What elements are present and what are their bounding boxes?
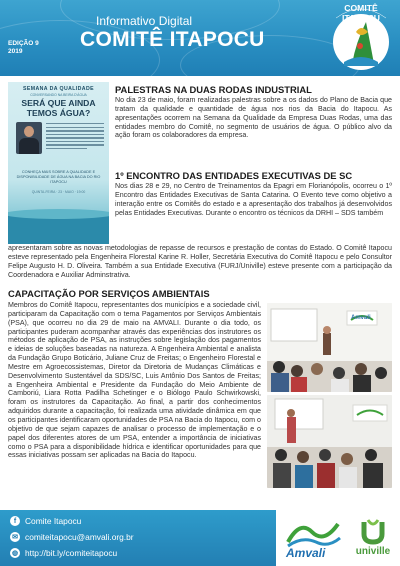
facebook-icon: f (10, 516, 20, 526)
section-title-palestras: PALESTRAS NA DUAS RODAS INDUSTRIAL (115, 84, 312, 95)
newsletter-subtitle: Informativo Digital (96, 14, 193, 28)
section-text-capacitacao: Membros do Comitê Itapocu, representantes dos municípios e a sociedade civil, participaram da Capacitação com o tema Pagamentos por Serviços Ambientais (PSA), que ocorreu no dia 29 de maio na AMVALI. Durante o dia todo, os participantes puderam acompanhar através das experiências dos instrutores os métodos de aplicação de PSA, as instruções sobre legislação dos pagamentos e ideias de soluções baseadas na natureza. A Engenheira Ambiental e analista da Fundação Grupo Boticário, Juliane Cruz de Freitas; o Engenheiro Florestal e Mestre em Agroecossistemas, Diretor da Diretoria de Mudanças Climáticas e Desenvolvimento Sustentável da SDS/SC, Luis Antônio Dos Santos de Freitas; a Engenheira Ambiental e Presidente da Fundação do Meio Ambiente de Camboriú, Liara Rotta Padilha Schetinger e o Biólogo Paulo Schwirkowski, foram os instrutores da Capacitação. Ao final, a partir dos conhecimentos adquiridos durante a capacitação, foi realizada uma atividade dinâmica em que os participantes identificaram oportunidades de PSA na Bacia do Itapocu, com o objetivo de que sejam capazes de analisar o processo de implementação e o papel dos diferentes atores de um PSA, entender a importância de iniciativas como o PSA para a disponibilidade hídrica e identificar oportunidades para que essas iniciativas possam ser aplicadas na Bacia do Itapocu. (8, 301, 261, 460)
header-banner (0, 0, 400, 76)
speaker-bio-lines (46, 123, 104, 152)
poster-wave-band (8, 214, 109, 244)
capacitacao-photo-2 (267, 395, 392, 488)
speaker-photo (16, 122, 42, 154)
email-link[interactable]: ✉ comiteitapocu@amvali.org.br (10, 532, 134, 542)
globe-icon: ◍ (11, 550, 19, 557)
edition-badge: EDIÇÃO 9 2019 (8, 40, 39, 55)
photo-banner-label: Amvali (351, 315, 371, 321)
website-link[interactable]: ◍ http://bit.ly/comiteitapocu (11, 548, 118, 558)
univille-logo: univille (350, 518, 396, 562)
section-text-encontro-a: Nos dias 28 e 29, no Centro de Treinamentos da Epagri em Florianópolis, ocorreu o 1º Encontro das Entidades Executivas de Santa Catarina. O Evento teve como objetivo a interação entre os Comitês do estado e a apresentação dos trabalhos já desenvolvidos pelas Entidades Executivas. Durante o encontro os técnicos da DRHI – SDS também (115, 182, 392, 217)
logo-arc-text: COMITÊ ITAPOCU (341, 3, 381, 23)
capacitacao-photo-1 (267, 303, 392, 392)
section-title-encontro: 1º ENCONTRO DAS ENTIDADES EXECUTIVAS DE SC (115, 170, 353, 181)
section-text-encontro-b: apresentaram sobre as novas metodologias de repasse de recursos e prestação de contas do Estado. O Comitê Itapocu esteve representado pela Engenheira Florestal Karine R. Holler, Secretária Executiva do Comitê Itapocu e pelo Consultor Felipe Augusto H. D. Oliveira. Também a sua Entidade Executiva (FURJ/Univille) esteve presente com a participação da Coordenadora e Auxiliar Adminstrativa. (8, 244, 392, 279)
newsletter-title: COMITÊ ITAPOCU (80, 28, 265, 51)
event-poster: SEMANA DA QUALIDADE CONVERSANDO NA BEIRA D'ÁGUA SERÁ QUE AINDA TEMOS ÁGUA? CONHEÇA MAIS SOBRE A QUALIDADE E DISPONIBILIDADE DE ÁGUA NA BACIA DO RIO ITAPOCU QUINTA-FEIRA · 23 · MAIO · 19:00 (8, 82, 109, 244)
poster-question: SERÁ QUE AINDA TEMOS ÁGUA? (21, 98, 96, 118)
section-title-capacitacao: CAPACITAÇÃO POR SERVIÇOS AMBIENTAIS (8, 288, 210, 299)
email-icon: ✉ (10, 532, 20, 542)
amvali-logo: Amvali (282, 518, 344, 562)
facebook-link[interactable]: f Comite Itapocu (10, 516, 81, 526)
section-text-palestras: No dia 23 de maio, foram realizadas palestras sobre a os dados do Plano de Bacia que tratam da qualidade e quantidade de água nos rios da Bacia do Itapocu. As apresentações ocorrem na Semana da Qualidade da Empresa Duas Rodas, uma das entidades membro do Comitê, no segmento de usuários de água. O público alvo da ação foram os colaboradores da empresa. (115, 96, 392, 140)
